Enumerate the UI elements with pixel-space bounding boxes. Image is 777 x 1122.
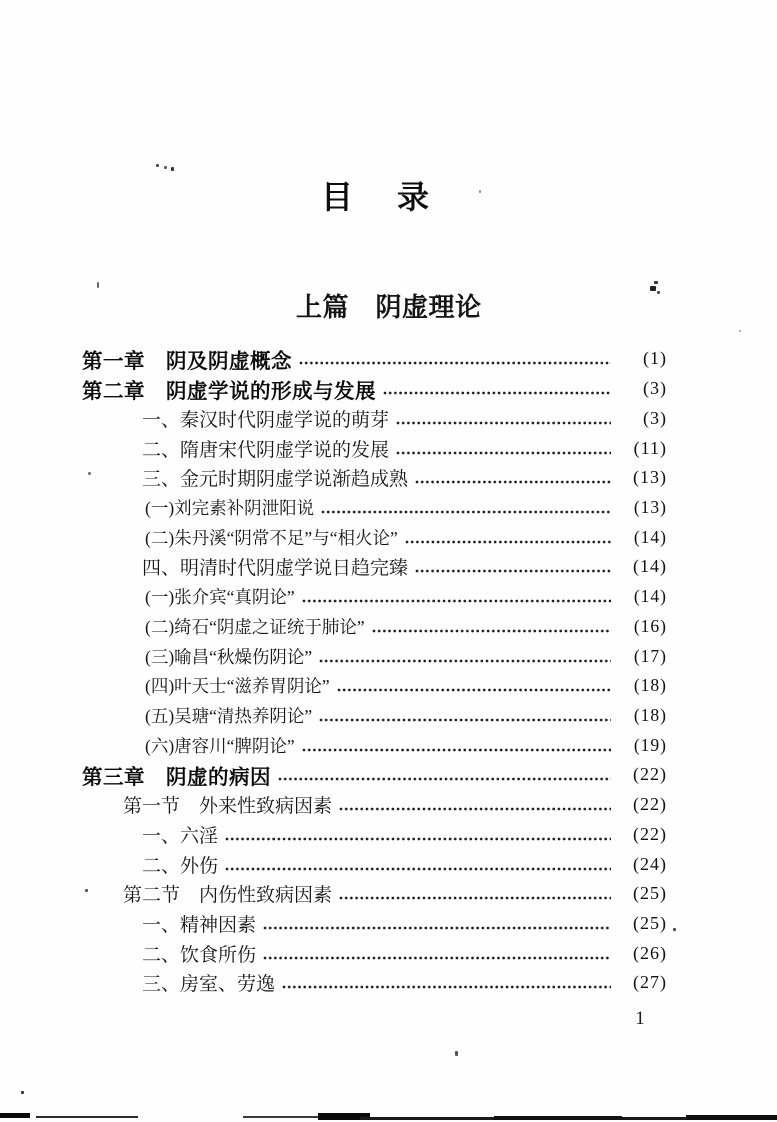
toc-entry-page: (14) [633, 586, 667, 607]
toc-entry-page: (17) [633, 645, 667, 666]
toc-entry-page: (14) [633, 526, 667, 547]
toc-entry [0, 820, 667, 850]
toc-entry-page: (1) [643, 348, 667, 369]
dot-leader [396, 451, 611, 455]
scan-edge-line [494, 1116, 560, 1120]
toc-list [0, 344, 777, 998]
toc-entry-page: (13) [633, 467, 667, 488]
toc-entry-page: (18) [633, 704, 667, 725]
toc-entry [0, 849, 667, 879]
toc-entry-page: (25) [633, 883, 667, 904]
toc-entry-text: 第二章 阴虚学说的形成与发展 [82, 379, 376, 403]
toc-entry [0, 879, 667, 909]
toc-entry [0, 701, 667, 731]
scan-edge-line [36, 1116, 138, 1118]
dot-leader [282, 985, 611, 989]
scan-speck [654, 281, 658, 284]
scan-edge-line [243, 1116, 325, 1118]
toc-entry-text: 二、外伤 [142, 855, 219, 877]
toc-entry [0, 374, 667, 404]
scan-speck [85, 889, 88, 892]
toc-entry-text: 二、隋唐宋代阴虚学说的发展 [142, 439, 390, 461]
scan-speck [156, 164, 159, 167]
toc-entry-text: 一、秦汉时代阴虚学说的萌芽 [142, 409, 390, 431]
toc-entry-page: (18) [633, 675, 667, 696]
toc-entry [0, 938, 667, 968]
dot-leader [337, 688, 611, 692]
dot-leader [263, 926, 611, 930]
toc-entry-text: (四)叶天士“滋养胃阴论” [145, 676, 330, 697]
toc-entry [0, 433, 667, 463]
dot-leader [225, 867, 611, 871]
dot-leader [396, 421, 611, 425]
dot-leader [405, 540, 611, 544]
toc-entry-text: 第一章 阴及阴虚概念 [82, 349, 292, 373]
toc-entry-text: 第二节 内伤性致病因素 [123, 885, 333, 907]
toc-entry-page: (11) [633, 437, 667, 458]
scan-speck [171, 167, 174, 171]
toc-entry [0, 730, 667, 760]
scan-speck [650, 286, 656, 291]
toc-entry-page: (22) [633, 764, 667, 785]
toc-entry-page: (22) [633, 823, 667, 844]
toc-entry-text: (一)刘完素补阴泄阳说 [145, 497, 315, 518]
dot-leader [339, 896, 611, 900]
scan-speck [21, 1091, 24, 1094]
toc-entry [0, 522, 667, 552]
scan-speck [479, 190, 481, 193]
toc-entry [0, 463, 667, 493]
toc-entry [0, 790, 667, 820]
toc-entry-page: (22) [633, 794, 667, 815]
toc-entry-page: (25) [633, 913, 667, 934]
scan-edge-line [560, 1116, 622, 1120]
dot-leader [319, 659, 611, 663]
part-heading: 上篇 阴虚理论 [296, 293, 482, 322]
toc-entry-page: (16) [633, 615, 667, 636]
folio-page-number: 1 [635, 1008, 645, 1029]
toc-entry [0, 909, 667, 939]
toc-entry-page: (26) [633, 942, 667, 963]
toc-entry-page: (3) [643, 407, 667, 428]
toc-entry-text: (二)绮石“阴虚之证统于肺论” [145, 616, 365, 637]
dot-leader [319, 718, 611, 722]
scan-edge-line [0, 1113, 30, 1118]
toc-entry-text: 第三章 阴虚的病因 [82, 765, 271, 789]
scan-speck [657, 291, 660, 294]
dot-leader [299, 361, 611, 365]
dot-leader [278, 777, 611, 781]
toc-entry-text: (五)吴瑭“清热养阴论” [145, 705, 313, 726]
toc-entry-text: 四、明清时代阴虚学说日趋完臻 [142, 558, 409, 580]
toc-entry-text: (一)张介宾“真阴论” [145, 587, 295, 608]
toc-entry-text: 第一节 外来性致病因素 [123, 796, 333, 818]
dot-leader [415, 569, 611, 573]
toc-entry [0, 760, 667, 790]
toc-entry-page: (24) [633, 853, 667, 874]
toc-entry-text: (二)朱丹溪“阴常不足”与“相火论” [145, 527, 398, 548]
toc-entry-page: (3) [643, 378, 667, 399]
dot-leader [339, 807, 611, 811]
toc-entry [0, 552, 667, 582]
toc-entry-page: (27) [633, 972, 667, 993]
scan-speck [164, 166, 167, 169]
toc-entry [0, 671, 667, 701]
dot-leader [302, 748, 611, 752]
toc-entry [0, 582, 667, 612]
dot-leader [263, 956, 611, 960]
toc-entry [0, 493, 667, 523]
dot-leader [383, 391, 611, 395]
scan-speck [97, 282, 99, 288]
scan-speck [673, 928, 676, 931]
toc-entry [0, 403, 667, 433]
scan-speck [88, 472, 91, 475]
toc-entry-text: (六)唐容川“脾阴论” [145, 735, 295, 756]
toc-entry [0, 641, 667, 671]
toc-entry [0, 968, 667, 998]
dot-leader [302, 599, 611, 603]
toc-entry [0, 611, 667, 641]
toc-entry-text: (三)喻昌“秋燥伤阴论” [145, 646, 313, 667]
toc-entry-text: 三、金元时期阴虚学说渐趋成熟 [142, 469, 409, 491]
scan-speck [739, 330, 741, 332]
dot-leader [225, 837, 611, 841]
toc-entry-text: 三、房室、劳逸 [142, 974, 276, 996]
dot-leader [372, 629, 611, 633]
toc-entry-page: (13) [633, 496, 667, 517]
scan-speck [455, 1051, 458, 1056]
scan-edge-line [686, 1115, 777, 1120]
page-title: 目 录 [321, 179, 436, 215]
dot-leader [321, 510, 611, 514]
toc-entry-page: (14) [633, 556, 667, 577]
toc-entry-text: 一、精神因素 [142, 915, 257, 937]
toc-entry-text: 二、饮食所伤 [142, 944, 257, 966]
toc-entry [0, 344, 667, 374]
dot-leader [415, 480, 611, 484]
toc-entry-text: 一、六淫 [142, 825, 219, 847]
toc-entry-page: (19) [633, 734, 667, 755]
